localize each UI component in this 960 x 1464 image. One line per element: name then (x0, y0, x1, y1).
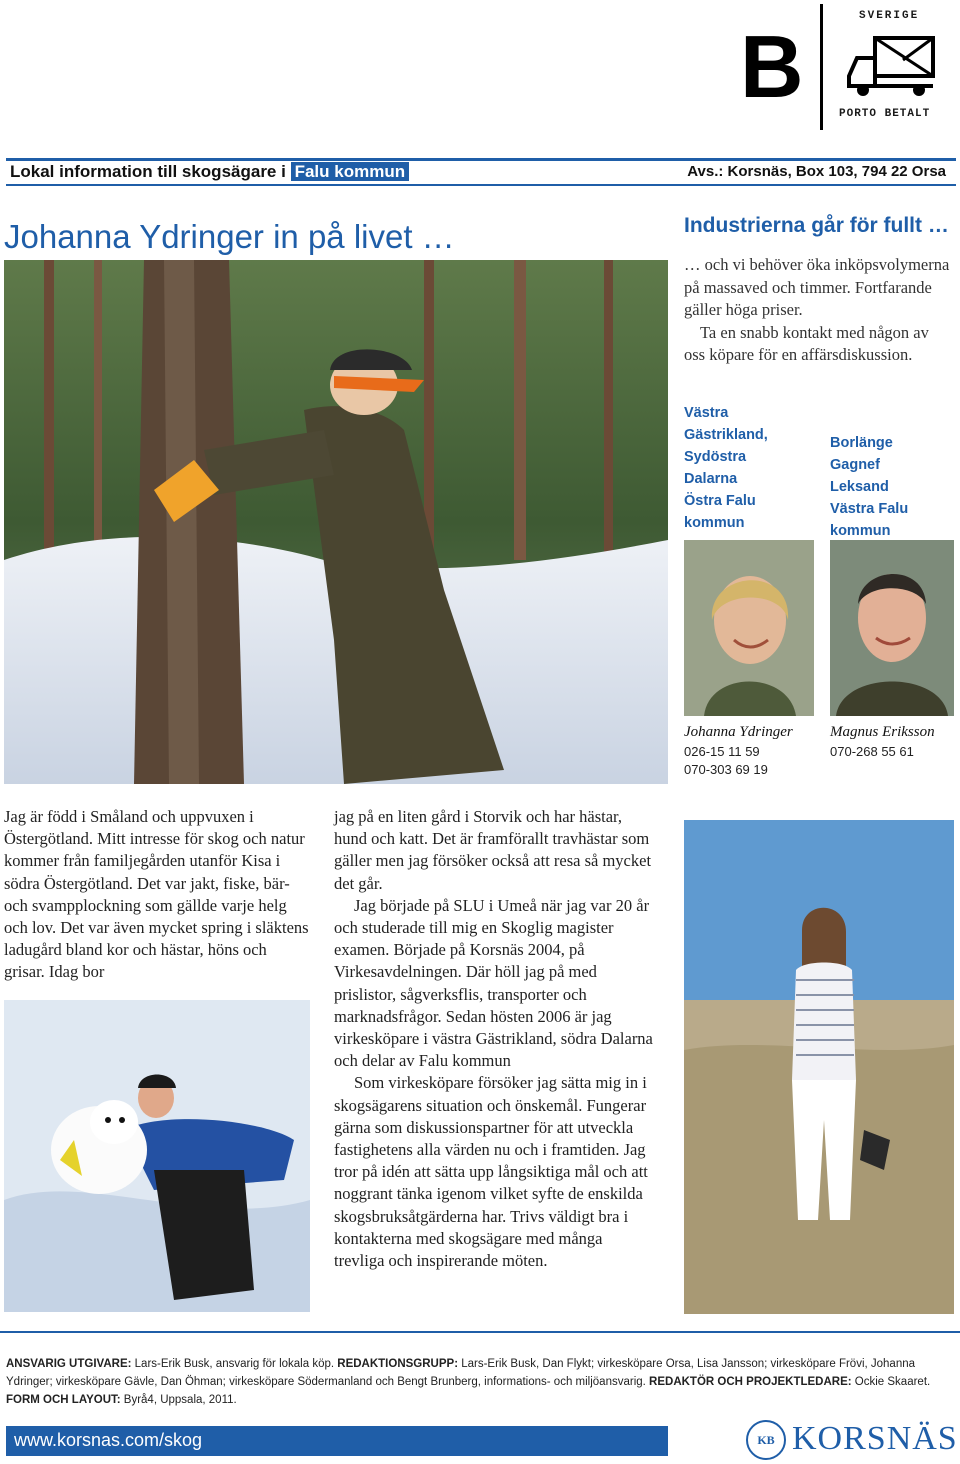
region-line: kommun (684, 515, 745, 531)
header-prefix: Lokal information till skogsägare i (10, 162, 286, 181)
truck-icon (845, 30, 941, 100)
region-line: Sydöstra (684, 449, 747, 465)
article-column-2 (334, 806, 654, 1272)
footer-credits (6, 1355, 956, 1409)
credit-text: Byrå4, Uppsala, 2011. (120, 1394, 237, 1406)
region-line: Östra Falu (684, 493, 756, 509)
sidebar-para-2: Ta en snabb kontakt med någon av oss köpare för en affärsdiskussion. (684, 322, 929, 364)
credit-label: FORM OCH LAYOUT: (6, 1394, 121, 1406)
region-line: Västra (684, 405, 729, 421)
portrait-magnus (830, 540, 954, 716)
credit-label: ANSVARIG UTGIVARE: (6, 1358, 132, 1370)
region-line: Gagnef (830, 457, 880, 473)
article-para: jag på en liten gård i Storvik och har hästar, hund och katt. Det är framförallt travhästar som gäller men jag försöker också att resa så mycket det går. (334, 807, 652, 893)
contact-phone-left-1: 026-15 11 59 (684, 744, 760, 759)
website-link[interactable]: www.korsnas.com/skog (14, 1430, 203, 1450)
contact-name-right: Magnus Eriksson (830, 724, 935, 740)
sender-address: Avs.: Korsnäs, Box 103, 794 22 Orsa (687, 163, 946, 180)
header-title (10, 162, 409, 182)
credit-label: REDAKTIONSGRUPP: (337, 1358, 459, 1370)
postage-top-text: SVERIGE (859, 10, 920, 22)
region-right (830, 432, 960, 542)
korsnas-seal-icon: KB (746, 1420, 786, 1460)
region-line: Borlänge (830, 435, 893, 451)
region-line: Västra Falu (830, 501, 909, 517)
postage-stamp (820, 4, 960, 130)
article-para: Som virkesköpare försöker jag sätta mig in i skogsägarens situation och önskemål. Fungerar gärna som diskussionspartner för att utveckla fastighetens alla värden nu och i framtiden. Jag tror på idén att sätta upp långsiktiga mål och att noggrant tänka igenom vilket syfte de enskilda skogsbruksåtgärderna har. Trivs väldigt bra i kontakterna med skogsägare med många trevliga och inspirerande möten. (334, 1073, 648, 1271)
contact-name-left: Johanna Ydringer (684, 724, 793, 740)
credit-text: Ockie Skaaret. (851, 1376, 931, 1388)
page-title: Johanna Ydringer in på livet … (4, 218, 455, 255)
region-line: Dalarna (684, 471, 738, 487)
sidebar-title: Industrierna går för fullt … (684, 214, 949, 237)
credit-label: REDAKTÖR OCH PROJEKTLEDARE: (649, 1376, 852, 1388)
article-column-1: Jag är född i Småland och uppvuxen i Östergötland. Mitt intresse för skog och natur kommer från familjegården utanför Kisa i södra Östergötland. Det var jakt, fiske, bär- och svampplockning som gällde varje helg och lov. Det var även mycket spring i släktens ladugård bland kor och hästar, höns och grisar. Idag bor (4, 807, 309, 982)
region-left (684, 402, 814, 534)
postage-bottom-text: PORTO BETALT (839, 108, 931, 120)
credit-text: Lars-Erik Busk, Dan Flykt; virkesköpare Orsa, Lisa Jansson; virkesköpare Frövi, Johanna Ydringer; virkesköpare Gävle, Dan Öhman; virkesköpare Södermanland och Bengt Brunberg, informations- och miljöansvarig. (6, 1358, 916, 1388)
region-line: Gästrikland, (684, 427, 768, 443)
contact-phone-right-1: 070-268 55 61 (830, 744, 914, 759)
region-line: Leksand (830, 479, 889, 495)
article-para: Jag började på SLU i Umeå när jag var 20 år och studerade till mig en Skoglig magister examen. Började på Korsnäs 2004, på Virkesavdelningen. Där höll jag på med prislistor, sågverksflis, transporter och marknadsfrågor. Sedan hösten 2006 är jag virkesköpare i västra Gästrikland, södra Dalarna och delar av Falu kommun (334, 895, 653, 1071)
sidebar-para-1: … och vi behöver öka inköpsvolymerna på massaved och timmer. Fortfarande gäller höga priser. (684, 255, 950, 319)
portrait-johanna (684, 540, 814, 716)
postage-letter: B (740, 17, 800, 116)
credit-text: Lars-Erik Busk, ansvarig för lokala köp. (131, 1358, 338, 1370)
forest-photo (4, 260, 668, 784)
korsnas-logo: KORSNÄS (792, 1420, 958, 1457)
contact-phone-left-2: 070-303 69 19 (684, 762, 768, 777)
sidebar-text (684, 254, 954, 367)
beach-photo (684, 820, 954, 1314)
snow-dog-photo (4, 1000, 310, 1312)
header-highlight: Falu kommun (291, 162, 410, 181)
region-line: kommun (830, 523, 891, 539)
footer-rule (0, 1331, 960, 1333)
